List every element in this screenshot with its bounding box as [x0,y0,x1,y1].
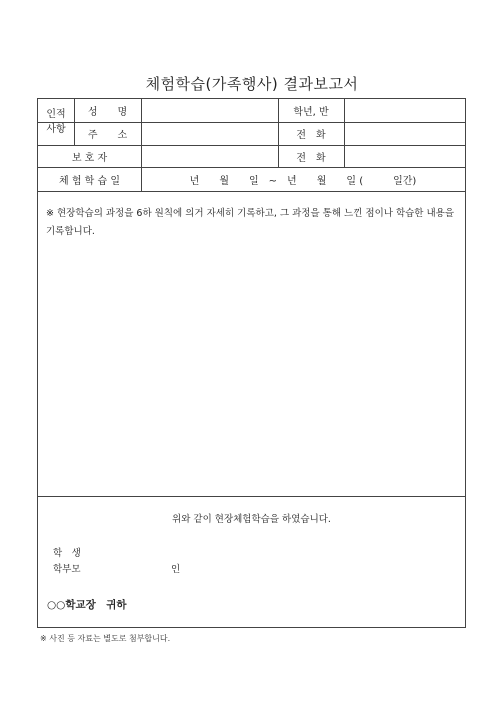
name-field[interactable] [141,99,278,122]
study-date-field[interactable]: 년 월 일 ~ 년 월 일 ( 일간) [189,175,417,187]
personal-info-label: 인적 사항 [46,109,66,135]
student-label: 학 생 [53,548,81,559]
report-content-area[interactable] [38,244,465,494]
phone-field[interactable] [344,122,465,145]
instruction-text: ※ 현장학습의 과정을 6하 원칙에 의거 자세히 기록하고, 그 과정을 통해 느낀 점이나 학습한 내용을 기록합니다. [46,208,455,237]
parent-label: 학부모 [53,564,81,575]
address-field[interactable] [141,122,278,145]
footnote: ※ 사진 등 자료는 별도로 첨부합니다. [40,634,171,643]
study-date-label: 체 험 학 습 일 [58,175,120,187]
confirmation-text: 위와 같이 현장체험학습을 하였습니다. [172,514,331,525]
phone-label: 전 화 [296,130,326,141]
name-label: 성 명 [87,107,128,118]
page-title: 체험학습(가족행사) 결과보고서 [145,75,359,93]
guardian-phone-field[interactable] [344,145,465,167]
addressee: ○○학교장 귀하 [47,599,127,611]
guardian-field[interactable] [141,145,278,167]
address-label: 주 소 [87,130,128,141]
guardian-phone-label: 전 화 [296,152,326,164]
row-divider [38,191,465,192]
grade-class-label: 학년, 반 [293,107,329,118]
grade-class-field[interactable] [344,99,465,122]
guardian-label: 보 호 자 [71,152,108,164]
report-form [37,98,466,628]
row-divider [38,496,465,497]
seal-label: 인 [171,564,181,575]
